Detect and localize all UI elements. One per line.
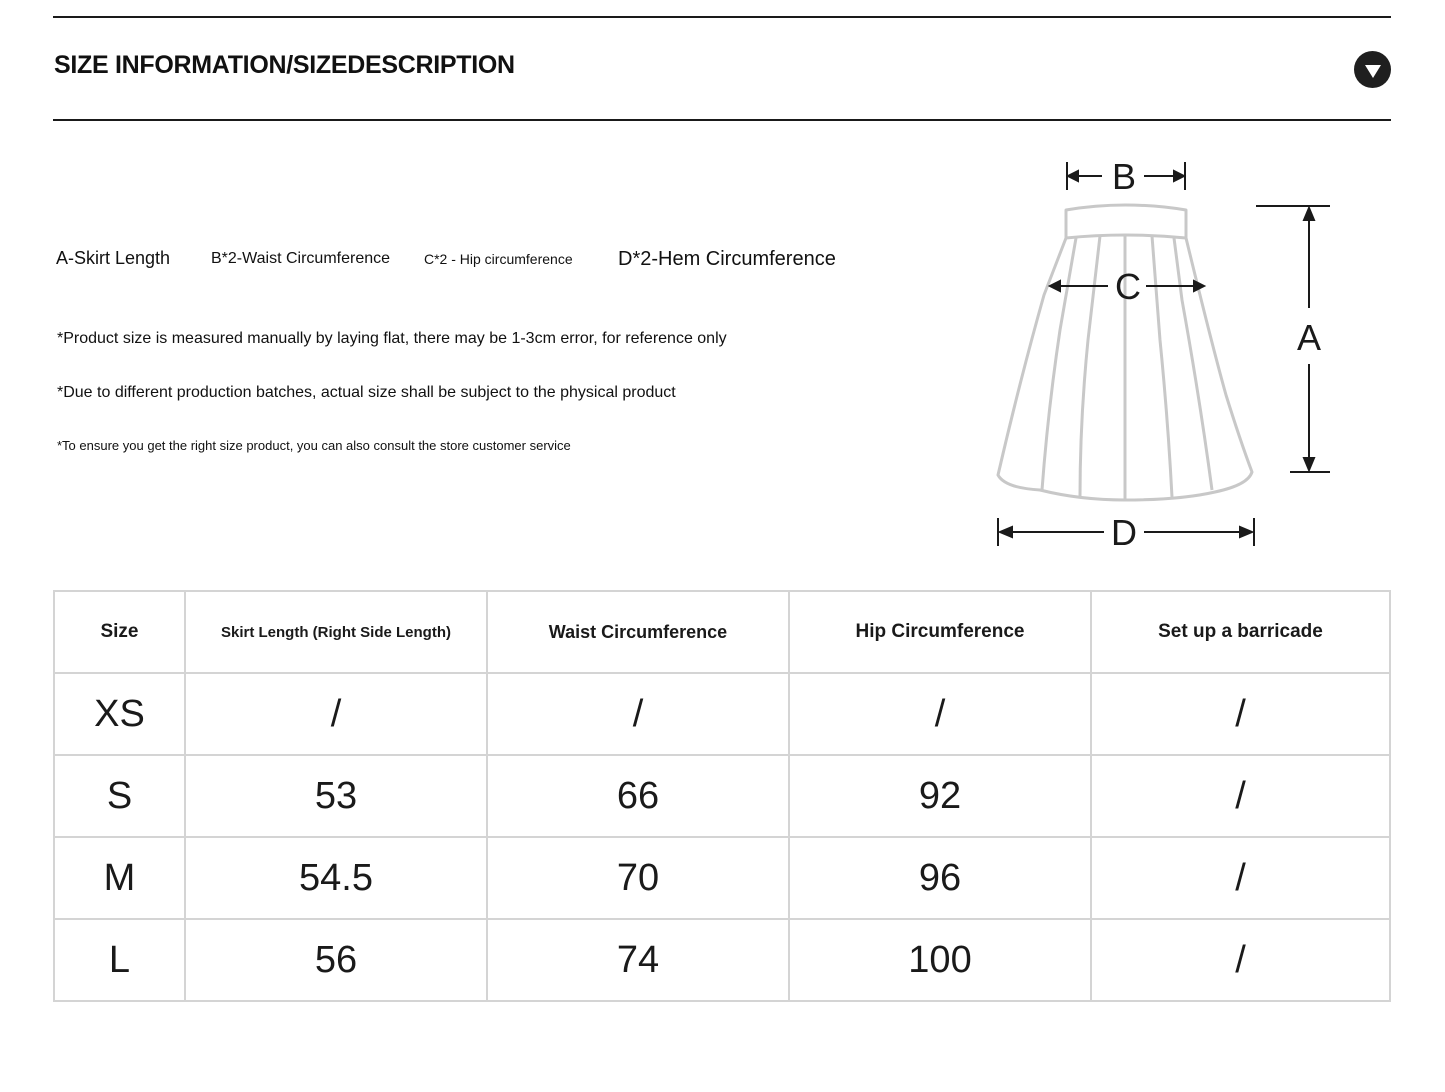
legend-skirt-length: A-Skirt Length [56, 248, 171, 268]
column-header-waist: Waist Circumference [487, 591, 789, 673]
column-header-skirt-length: Skirt Length (Right Side Length) [185, 591, 487, 673]
table-header-row [54, 591, 1390, 673]
table-cell: 70 [487, 837, 789, 919]
size-table [53, 590, 1391, 1002]
dimension-lines [998, 162, 1330, 546]
table-cell: / [185, 673, 487, 755]
note-production: *Due to different production batches, actual size shall be subject to the physical product [57, 384, 676, 401]
legend-hem: D*2-Hem Circumference [618, 248, 836, 270]
table-cell: 54.5 [185, 837, 487, 919]
table-cell: 92 [789, 755, 1091, 837]
column-header-size: Size [54, 591, 185, 673]
table-cell: / [487, 673, 789, 755]
table-row [54, 755, 1390, 837]
table-cell: / [1091, 673, 1390, 755]
table-row [54, 919, 1390, 1001]
table-row [54, 837, 1390, 919]
diagram-label-a: A [1296, 317, 1322, 358]
column-header-hip: Hip Circumference [789, 591, 1091, 673]
note-customer-service: *To ensure you get the right size product, you can also consult the store customer service [57, 438, 571, 453]
legend-hip: C*2 - Hip circumference [424, 251, 573, 267]
skirt-diagram [980, 140, 1360, 560]
table-row [54, 673, 1390, 755]
table-cell: / [789, 673, 1091, 755]
table-cell: 53 [185, 755, 487, 837]
skirt-outline [998, 205, 1252, 500]
table-cell: L [54, 919, 185, 1001]
table-cell: / [1091, 919, 1390, 1001]
legend-waist: B*2-Waist Circumference [211, 250, 391, 267]
note-measurement: *Product size is measured manually by laying flat, there may be 1-3cm error, for reference only [57, 330, 727, 347]
table-cell: 56 [185, 919, 487, 1001]
top-divider [53, 16, 1391, 18]
table-cell: 74 [487, 919, 789, 1001]
table-cell: XS [54, 673, 185, 755]
diagram-label-b: B [1111, 156, 1137, 197]
table-cell: / [1091, 837, 1390, 919]
diagram-label-c: C [1115, 266, 1141, 307]
header-divider [53, 119, 1391, 121]
section-title: SIZE INFORMATION/SIZEDESCRIPTION [54, 51, 515, 79]
chevron-down-icon [1365, 65, 1381, 78]
collapse-toggle-button[interactable] [1354, 51, 1391, 88]
column-header-barricade: Set up a barricade [1091, 591, 1390, 673]
table-cell: 100 [789, 919, 1091, 1001]
diagram-label-d: D [1111, 512, 1137, 553]
table-cell: / [1091, 755, 1390, 837]
table-cell: 66 [487, 755, 789, 837]
table-cell: M [54, 837, 185, 919]
table-cell: 96 [789, 837, 1091, 919]
table-cell: S [54, 755, 185, 837]
